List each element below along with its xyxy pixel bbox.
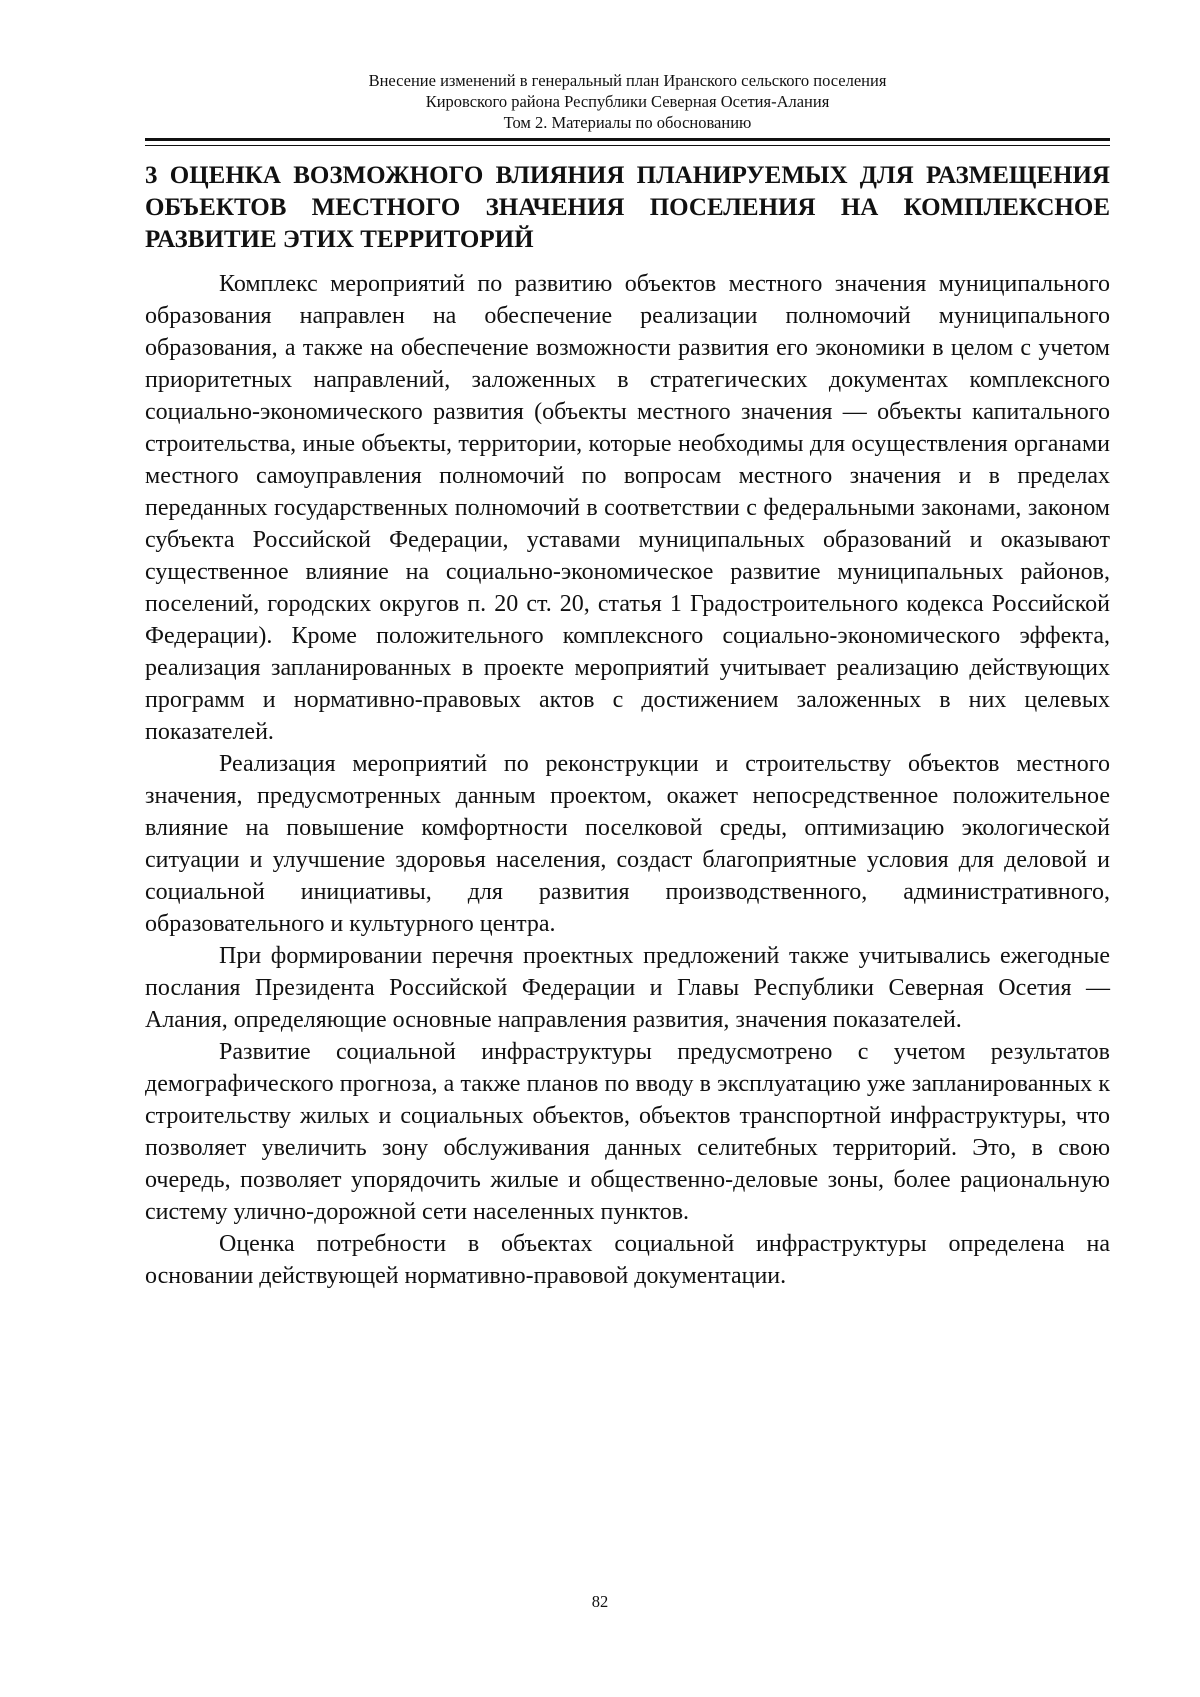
section-body bbox=[145, 268, 1110, 1292]
page-number: 82 bbox=[591, 1592, 609, 1611]
paragraph: Оценка потребности в объектах социальной инфраструктуры определена на основании действующей нормативно-правовой документации. bbox=[145, 1231, 1110, 1289]
header-line-3: Том 2. Материалы по обоснованию bbox=[503, 113, 752, 132]
paragraph: Реализация мероприятий по реконструкции и строительству объектов местного значения, предусмотренных данным проектом, окажет непосредственное положительное влияние на повышение комфортности поселковой среды, оптимизацию экологической ситуации и улучшение здоровья населения, создаст благоприятные условия для деловой и социальной инициативы, для развития производственного, административного, образовательного и культурного центра. bbox=[145, 751, 1110, 937]
section-heading: 3 ОЦЕНКА ВОЗМОЖНОГО ВЛИЯНИЯ ПЛАНИРУЕМЫХ ДЛЯ РАЗМЕЩЕНИЯ ОБЪЕКТОВ МЕСТНОГО ЗНАЧЕНИЯ ПОСЕЛЕНИЯ НА КОМПЛЕКСНОЕ РАЗВИТИЕ ЭТИХ ТЕРРИТОРИЙ bbox=[145, 162, 1110, 253]
header-double-rule bbox=[145, 138, 1110, 146]
running-header bbox=[145, 70, 1110, 133]
paragraph: Развитие социальной инфраструктуры предусмотрено с учетом результатов демографического прогноза, а также планов по вводу в эксплуатацию уже запланированных к строительству жилых и социальных объектов, объектов транспортной инфраструктуры, что позволяет увеличить зону обслуживания данных селитебных территорий. Это, в свою очередь, позволяет упорядочить жилые и общественно-деловые зоны, более рациональную систему улично-дорожной сети населенных пунктов. bbox=[145, 1039, 1110, 1225]
header-line-2: Кировского района Республики Северная Осетия-Алания bbox=[425, 92, 830, 111]
paragraph: При формировании перечня проектных предложений также учитывались ежегодные послания Президента Российской Федерации и Главы Республики Северная Осетия — Алания, определяющие основные направления развития, значения показателей. bbox=[145, 943, 1110, 1033]
header-line-1: Внесение изменений в генеральный план Иранского сельского поселения bbox=[368, 71, 887, 90]
paragraph: Комплекс мероприятий по развитию объектов местного значения муниципального образования направлен на обеспечение реализации полномочий муниципального образования, а также на обеспечение возможности развития его экономики в целом с учетом приоритетных направлений, заложенных в стратегических документах комплексного социально-экономического развития (объекты местного значения — объекты капитального строительства, иные объекты, территории, которые необходимы для осуществления органами местного самоуправления полномочий по вопросам местного значения и в пределах переданных государственных полномочий в соответствии с федеральными законами, законом субъекта Российской Федерации, уставами муниципальных образований и оказывают существенное влияние на социально-экономическое развитие муниципальных районов, поселений, городских округов п. 20 ст. 20, статья 1 Градостроительного кодекса Российской Федерации). Кроме положительного комплексного социально-экономического эффекта, реализация запланированных в проекте мероприятий учитывает реализацию действующих программ и нормативно-правовых актов с достижением заложенных в них целевых показателей. bbox=[145, 271, 1110, 745]
